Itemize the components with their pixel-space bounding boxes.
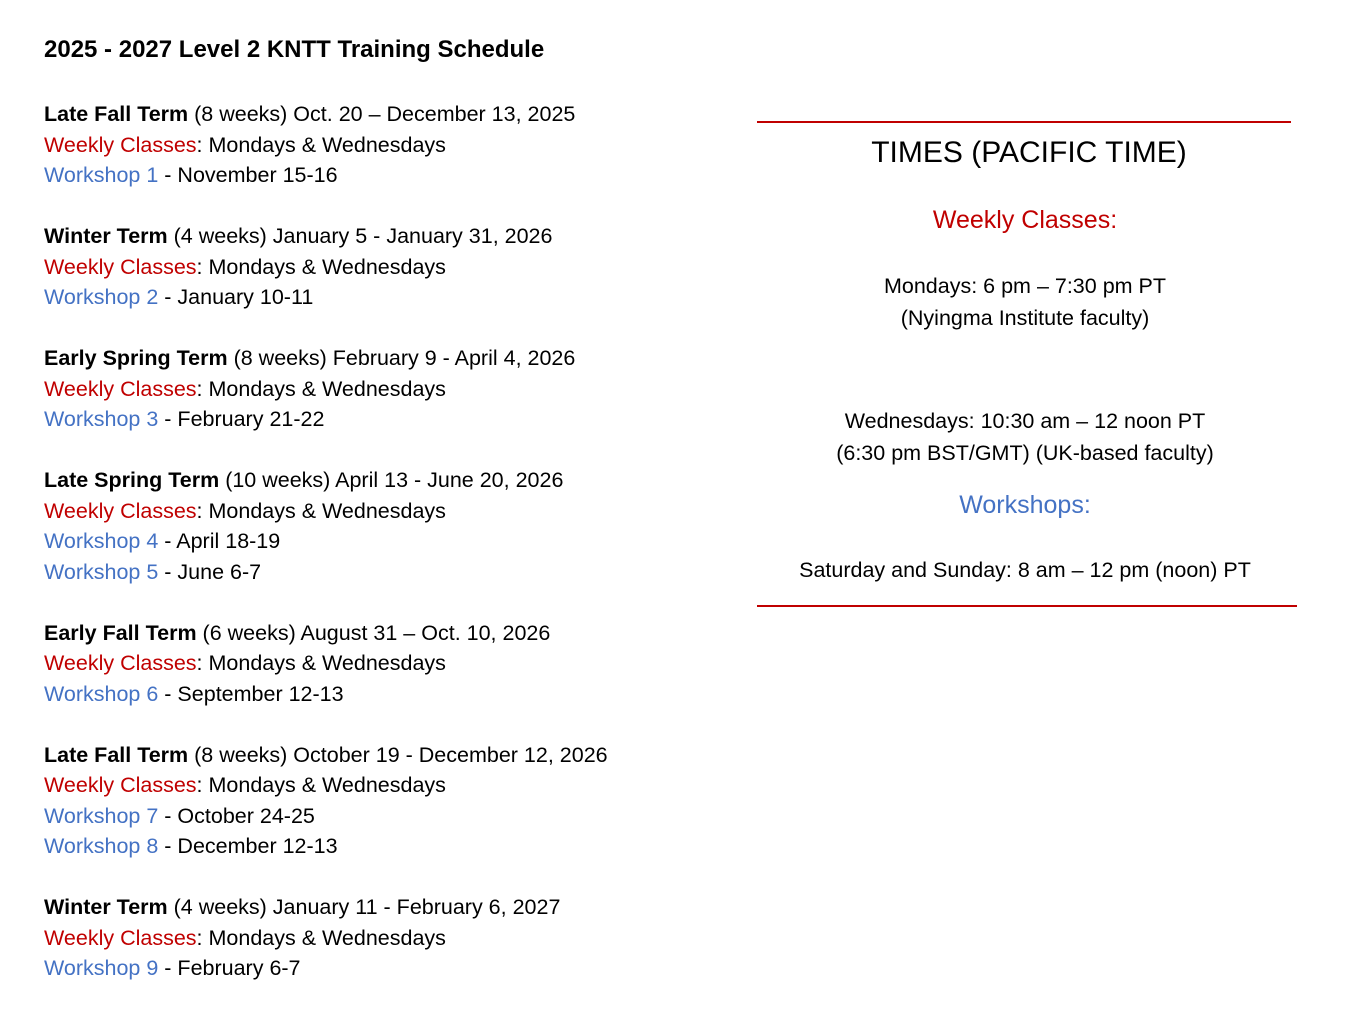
workshop-dates: - June 6-7	[158, 559, 262, 584]
term-details: (8 weeks) Oct. 20 – December 13, 2025	[188, 102, 576, 126]
workshop-dates: - February 21-22	[158, 407, 325, 431]
workshop-label: Workshop 8	[44, 834, 159, 858]
weekly-classes-line	[44, 923, 704, 954]
workshop-label: Workshop 1	[44, 163, 159, 187]
term-block	[44, 221, 704, 313]
term-block	[44, 892, 704, 984]
term-name: Winter Term	[44, 224, 168, 248]
term-details: (8 weeks) February 9 - April 4, 2026	[227, 346, 576, 370]
weekly-classes-label: Weekly Classes	[44, 254, 197, 279]
workshop-line	[44, 679, 704, 710]
workshop-label: Workshop 5	[44, 559, 159, 584]
term-block	[44, 99, 704, 191]
term-block	[44, 618, 704, 710]
term-header	[44, 99, 704, 130]
times-heading: TIMES (PACIFIC TIME)	[871, 136, 1187, 169]
wednesday-faculty-note: (6:30 pm BST/GMT) (UK-based faculty)	[836, 440, 1214, 465]
workshops-time: Saturday and Sunday: 8 am – 12 pm (noon) PT	[799, 558, 1251, 582]
term-name: Late Spring Term	[44, 468, 220, 492]
term-schedule-list	[44, 99, 704, 1014]
workshop-label: Workshop 7	[44, 803, 159, 828]
weekly-classes-days: : Mondays & Wednesdays	[196, 925, 446, 950]
workshop-dates: - December 12-13	[158, 834, 338, 858]
term-name: Early Fall Term	[44, 620, 197, 645]
weekly-classes-line	[44, 496, 704, 527]
workshop-line	[44, 557, 704, 588]
workshop-line	[44, 953, 704, 984]
term-name: Early Spring Term	[44, 346, 228, 370]
workshop-label: Workshop 6	[44, 681, 159, 706]
workshop-dates: - April 18-19	[158, 529, 281, 553]
weekly-classes-label: Weekly Classes	[44, 925, 197, 950]
monday-faculty-note: (Nyingma Institute faculty)	[900, 305, 1150, 330]
weekly-classes-days: : Mondays & Wednesdays	[196, 376, 446, 401]
workshop-label: Workshop 2	[44, 285, 159, 309]
term-details: (6 weeks) August 31 – Oct. 10, 2026	[196, 620, 551, 645]
weekly-classes-label: Weekly Classes	[44, 132, 197, 157]
workshop-label: Workshop 9	[44, 956, 159, 980]
weekly-classes-label: Weekly Classes	[44, 376, 197, 401]
weekly-classes-days: : Mondays & Wednesdays	[196, 498, 446, 523]
term-name: Late Fall Term	[44, 102, 189, 126]
term-header	[44, 221, 704, 252]
weekly-classes-line	[44, 770, 704, 801]
workshop-line	[44, 160, 704, 191]
term-block	[44, 740, 704, 862]
weekly-classes-days: : Mondays & Wednesdays	[196, 651, 446, 675]
term-details: (4 weeks) January 5 - January 31, 2026	[167, 224, 553, 248]
term-header	[44, 618, 704, 649]
term-name: Late Fall Term	[44, 742, 189, 767]
weekly-classes-days: : Mondays & Wednesdays	[196, 773, 446, 797]
workshop-line	[44, 404, 704, 435]
term-name: Winter Term	[44, 895, 168, 919]
workshop-label: Workshop 4	[44, 529, 159, 553]
term-header	[44, 465, 704, 496]
workshop-line	[44, 801, 704, 832]
workshop-dates: - September 12-13	[158, 681, 344, 706]
times-panel	[750, 90, 1300, 607]
workshops-heading: Workshops:	[959, 491, 1091, 519]
wednesday-time: Wednesdays: 10:30 am – 12 noon PT	[844, 409, 1206, 433]
term-details: (10 weeks) April 13 - June 20, 2026	[219, 468, 564, 492]
workshop-line	[44, 831, 704, 862]
top-divider	[757, 121, 1291, 123]
workshop-dates: - November 15-16	[158, 163, 338, 187]
workshop-dates: - October 24-25	[158, 803, 315, 828]
workshop-dates: - January 10-11	[158, 285, 314, 309]
weekly-classes-days: : Mondays & Wednesdays	[196, 132, 446, 157]
workshop-line	[44, 282, 704, 313]
term-details: (4 weeks) January 11 - February 6, 2027	[167, 895, 561, 919]
weekly-classes-heading: Weekly Classes:	[932, 206, 1118, 234]
page-title: 2025 - 2027 Level 2 KNTT Training Schedule	[44, 36, 545, 63]
term-header	[44, 740, 704, 771]
weekly-classes-label: Weekly Classes	[44, 498, 197, 523]
monday-time: Mondays: 6 pm – 7:30 pm PT	[883, 274, 1167, 298]
weekly-classes-label: Weekly Classes	[44, 651, 197, 675]
term-header	[44, 343, 704, 374]
weekly-classes-line	[44, 252, 704, 283]
term-details: (8 weeks) October 19 - December 12, 2026	[188, 742, 608, 767]
workshop-dates: - February 6-7	[158, 956, 301, 980]
term-block	[44, 465, 704, 587]
bottom-divider	[757, 605, 1297, 607]
weekly-classes-days: : Mondays & Wednesdays	[196, 254, 446, 279]
weekly-classes-label: Weekly Classes	[44, 773, 197, 797]
workshop-line	[44, 526, 704, 557]
term-block	[44, 343, 704, 435]
term-header	[44, 892, 704, 923]
weekly-classes-line	[44, 648, 704, 679]
weekly-classes-line	[44, 374, 704, 405]
weekly-classes-line	[44, 130, 704, 161]
workshop-label: Workshop 3	[44, 407, 159, 431]
